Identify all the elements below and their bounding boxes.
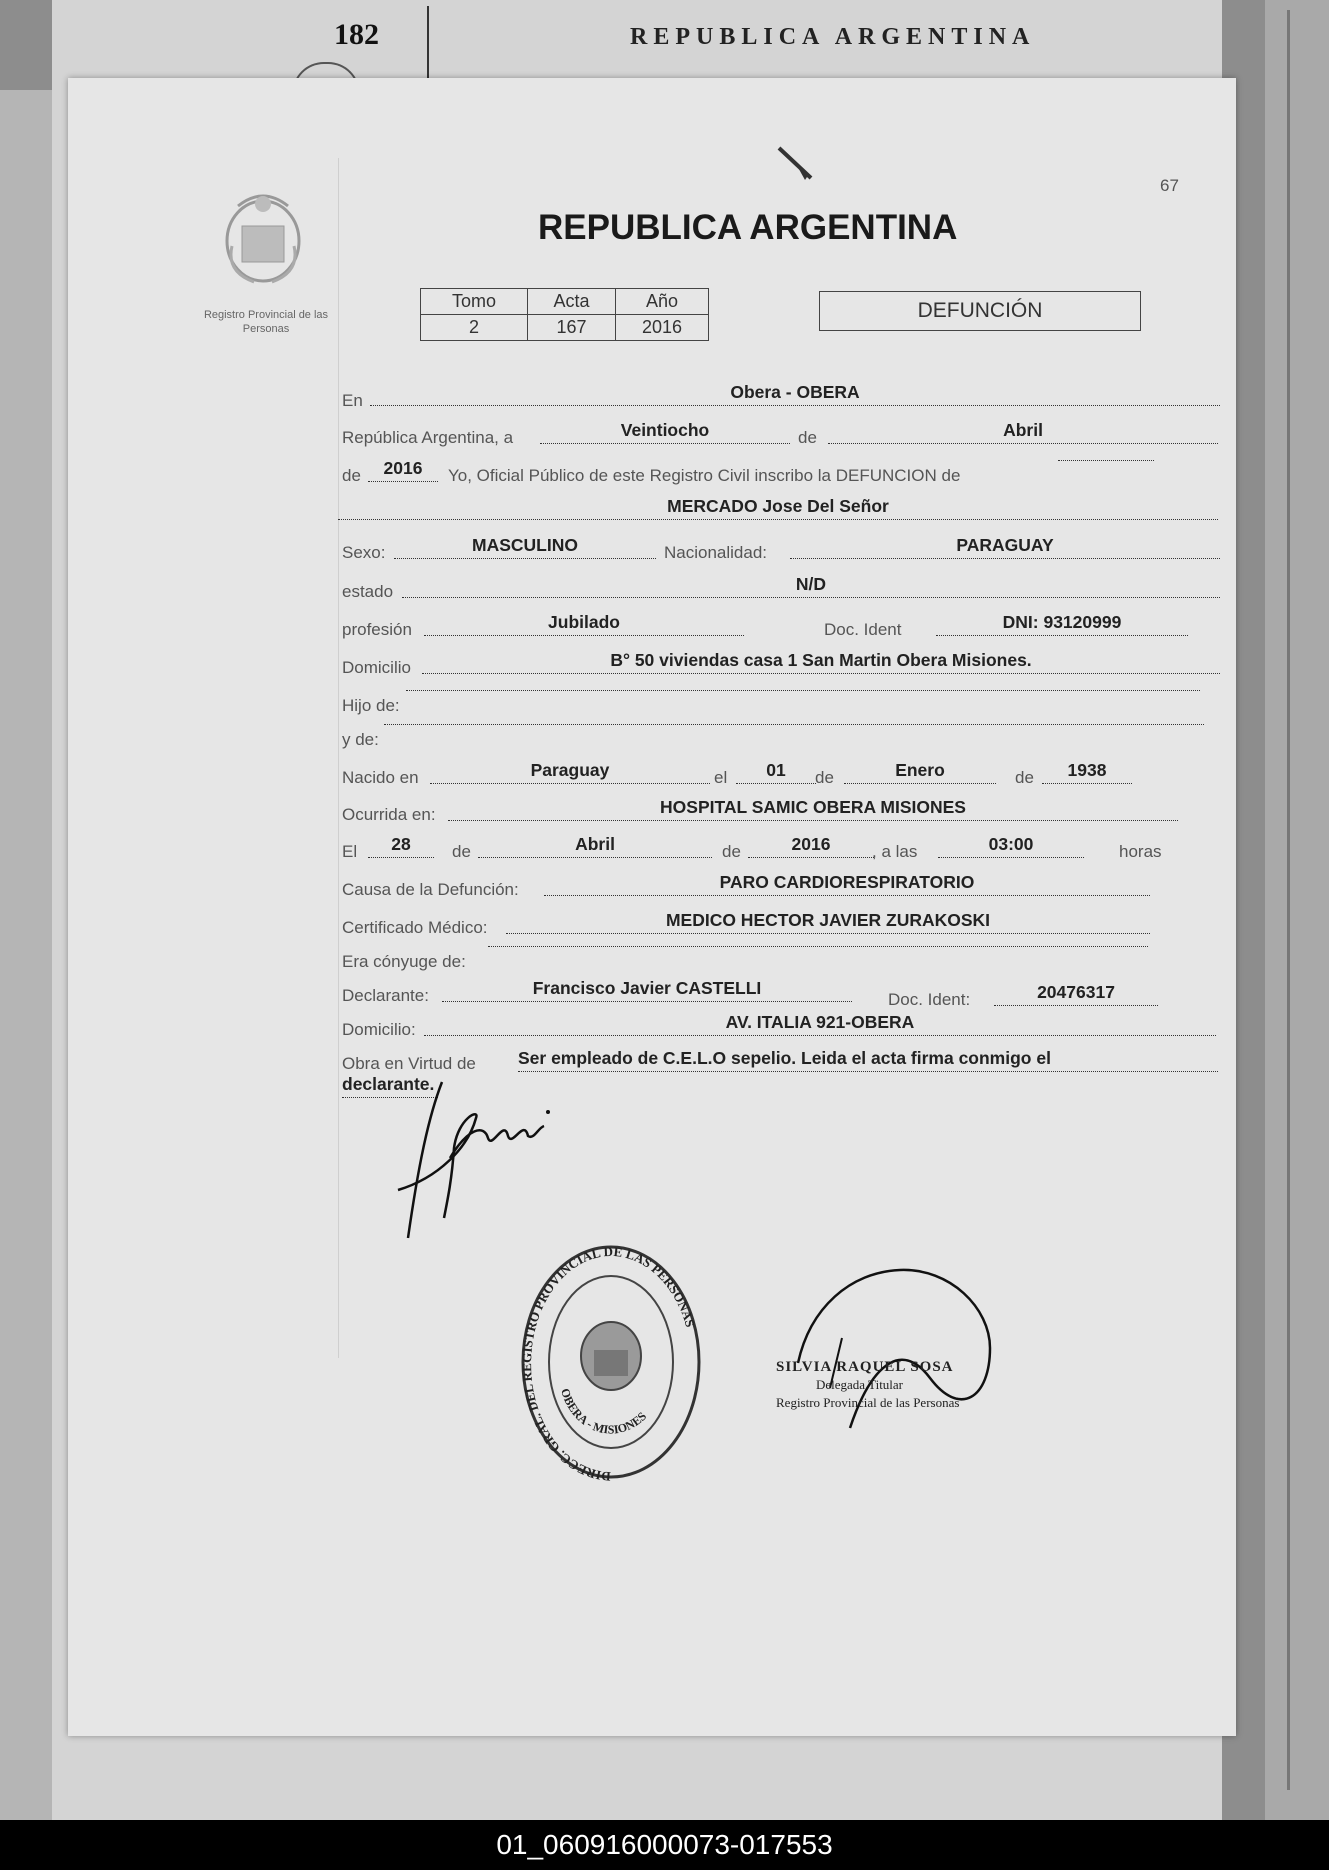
de-label-3: de (815, 768, 834, 787)
back-page-rule (427, 6, 429, 88)
death-year: 2016 (748, 834, 874, 858)
a-las-label: , a las (872, 842, 918, 861)
republica-label: República Argentina, a (342, 428, 514, 447)
domicilio2-label: Domicilio: (342, 1020, 416, 1039)
certificate-sheet (68, 78, 1236, 1736)
nacionalidad-value: PARAGUAY (790, 535, 1220, 559)
ano-value: 2016 (616, 315, 709, 341)
hijo-de-blank (406, 688, 1200, 691)
de-label-4: de (1015, 768, 1034, 787)
registry-table-header-row (421, 289, 709, 315)
certificado-label: Certificado Médico: (342, 918, 488, 937)
declarant-signature (388, 1078, 568, 1248)
ocurrida-label: Ocurrida en: (342, 805, 436, 824)
horas-label: horas (1119, 842, 1162, 861)
official-name: SILVIA RAQUEL SOSA (776, 1359, 954, 1375)
hijo-de-label: Hijo de: (342, 696, 400, 715)
declarante-label: Declarante: (342, 986, 429, 1005)
official-org: Registro Provincial de las Personas (776, 1395, 960, 1410)
page-number: 67 (1160, 176, 1179, 195)
scan-id-footer: 01_060916000073-017553 (0, 1820, 1329, 1870)
nacido-value: Paraguay (430, 760, 710, 784)
doc-ident-label: Doc. Ident (824, 620, 902, 639)
en-value: Obera - OBERA (370, 382, 1220, 406)
domicilio2-value: AV. ITALIA 921-OBERA (424, 1012, 1216, 1036)
el2-label: El (342, 842, 358, 861)
de-label-2: de (342, 466, 361, 485)
nacido-label: Nacido en (342, 768, 419, 787)
acta-value: 167 (528, 315, 616, 341)
official-signature (790, 1268, 1000, 1438)
record-type: DEFUNCIÓN (819, 291, 1141, 331)
birth-year: 1938 (1042, 760, 1132, 784)
y-de-label: y de: (342, 730, 379, 749)
svg-text:OBERA - MISIONES (558, 1387, 649, 1437)
de-label-5: de (452, 842, 471, 861)
el-label: el (714, 768, 728, 787)
death-time: 03:00 (938, 834, 1084, 858)
registry-table (420, 288, 709, 341)
stamp-center-text: OBERA - MISIONES (557, 1386, 650, 1437)
profesion-value: Jubilado (424, 612, 744, 636)
ocurrida-value: HOSPITAL SAMIC OBERA MISIONES (448, 797, 1178, 821)
doc2-label: Doc. Ident: (888, 990, 971, 1009)
col-tomo-header: Tomo (421, 289, 528, 315)
estado-label: estado (342, 582, 394, 601)
back-page-number: 182 (334, 18, 379, 51)
death-day: 28 (368, 834, 434, 858)
causa-label: Causa de la Defunción: (342, 880, 519, 899)
official-role: Delegada Titular (816, 1377, 904, 1392)
y-de-blank (384, 722, 1204, 725)
registry-name: Registro Provincial de las Personas (203, 309, 329, 335)
feather-mark-icon (775, 144, 815, 184)
de-label-1: de (798, 428, 817, 447)
profesion-label: profesión (342, 620, 412, 639)
oficial-text: Yo, Oficial Público de este Registro Civil inscribo la DEFUNCION de (448, 466, 961, 485)
obra-line-2: declarante. (342, 1074, 438, 1098)
doc2-value: 20476317 (994, 982, 1158, 1006)
declarante-value: Francisco Javier CASTELLI (442, 978, 852, 1002)
stamp-text (516, 1240, 706, 1485)
sexo-label: Sexo: (342, 543, 386, 562)
oficial-blank (1058, 458, 1154, 461)
coat-of-arms-icon (208, 186, 318, 286)
stamp-ring-text: DIRECC. GRAL. DEL REGISTRO PROVINCIAL DE LAS PERSONAS (518, 1243, 699, 1485)
back-page-header: REPUBLICA ARGENTINA (630, 24, 1036, 50)
causa-value: PARO CARDIORESPIRATORIO (544, 872, 1150, 896)
death-month-2: Abril (478, 834, 712, 858)
sexo-value: MASCULINO (394, 535, 656, 559)
document-title: REPUBLICA ARGENTINA (538, 208, 958, 247)
left-margin-rule (338, 158, 339, 1358)
conyuge-blank (488, 944, 1148, 947)
svg-text:DIRECC. GRAL. DEL REGISTRO PRO (519, 1244, 698, 1484)
tomo-value: 2 (421, 315, 528, 341)
obra-label: Obra en Virtud de (342, 1054, 476, 1073)
doc-ident-value: DNI: 93120999 (936, 612, 1188, 636)
domicilio-value: B° 50 viviendas casa 1 San Martin Obera Misiones. (422, 650, 1220, 674)
col-acta-header: Acta (528, 289, 616, 315)
left-page-edge (0, 90, 56, 1820)
domicilio-label: Domicilio (342, 658, 411, 677)
right-page-edge (1265, 0, 1329, 1820)
death-day-words: Veintiocho (540, 420, 790, 444)
en-label: En (342, 391, 363, 410)
col-ano-header: Año (616, 289, 709, 315)
de-label-6: de (722, 842, 741, 861)
birth-month: Enero (844, 760, 996, 784)
birth-day: 01 (736, 760, 816, 784)
deceased-name: MERCADO Jose Del Señor (338, 496, 1218, 520)
obra-line-1: Ser empleado de C.E.L.O sepelio. Leida el acta firma conmigo el (518, 1048, 1218, 1072)
official-signature-block (776, 1358, 959, 1412)
death-month: Abril (828, 420, 1218, 444)
estado-value: N/D (402, 574, 1220, 598)
registry-table-value-row (421, 315, 709, 341)
certificado-value: MEDICO HECTOR JAVIER ZURAKOSKI (506, 910, 1150, 934)
nacionalidad-label: Nacionalidad: (664, 543, 768, 562)
conyuge-label: Era cónyuge de: (342, 952, 466, 971)
record-year: 2016 (368, 458, 438, 482)
